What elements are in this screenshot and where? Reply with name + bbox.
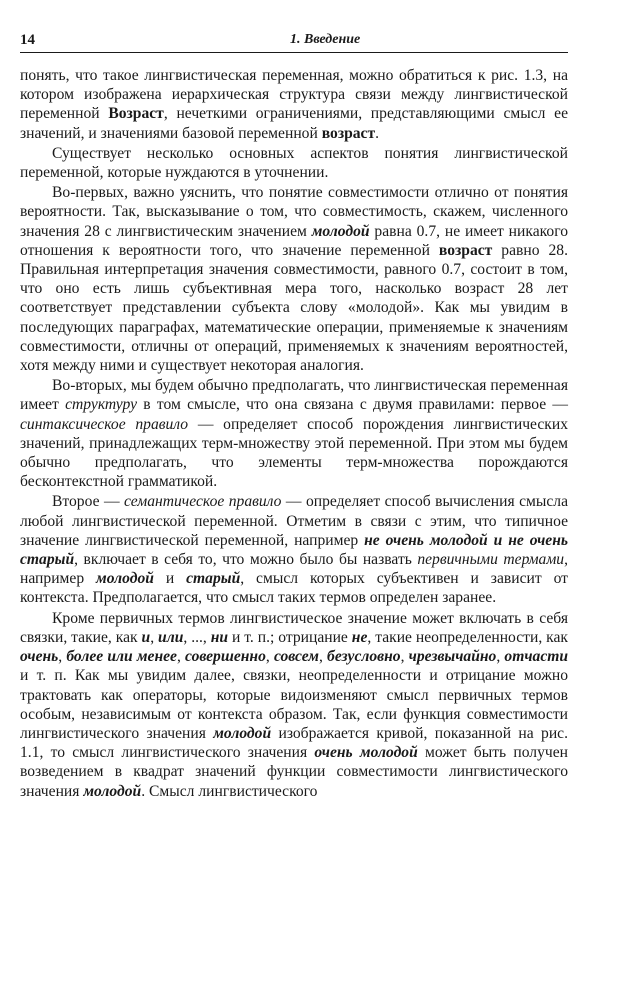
text-run: Второе — <box>52 493 124 511</box>
text-run: и т. п.; отрицание <box>228 628 352 646</box>
emphasized-term: первичными термами <box>417 551 565 569</box>
emphasized-term: возраст <box>321 124 376 142</box>
text-run: , включает в себя то, что можно было бы назвать <box>74 551 418 569</box>
emphasized-term: отчасти <box>504 648 569 666</box>
text-run: , <box>318 648 328 666</box>
text-run: и т. п. Как мы увидим далее, связки, неопределенности и отрицание можно трактовать как операторы, которые видоизменяют смысл первичных термов особым, независимым от контекста образом. Так, если функция совместимости лингвистического значения <box>20 667 568 742</box>
text-run: . Смысл лингвистического <box>141 782 318 800</box>
emphasized-term: совершенно <box>185 648 266 666</box>
paragraph <box>20 144 568 182</box>
body-text <box>20 66 568 801</box>
text-run: и <box>153 570 187 588</box>
text-run: , ..., <box>183 628 211 646</box>
page-header <box>20 30 568 53</box>
text-run: равна 0.7, не имеет никакого отношения к вероятности того, что значение переменной <box>20 222 568 259</box>
paragraph <box>20 376 568 491</box>
text-run: Кроме первичных термов лингвистическое значение может включать в себя связки, такие, как <box>20 609 568 646</box>
text-run: , смысл которых субъективен и зависит от контекста. Предполагается, что смысл таких термов определен заранее. <box>20 570 568 607</box>
text-run: изображается кривой, показанной на рис. 1.1, то смысл лингвистического значения <box>20 724 568 762</box>
paragraph <box>20 492 568 607</box>
text-run: Во-вторых, мы будем обычно предполагать, что лингвистическая переменная имеет <box>20 377 568 414</box>
text-run: . <box>375 124 380 142</box>
text-run: , <box>58 648 67 666</box>
text-run: , нечеткими ограничениями, представляющими смысл ее значений, и значениями базовой переменной <box>20 105 568 142</box>
emphasized-term: молодой <box>96 570 154 588</box>
emphasized-term: совсем <box>273 648 319 666</box>
emphasized-term: не <box>351 628 368 646</box>
emphasized-term: не очень молодой и не очень старый <box>20 531 568 569</box>
text-run: , <box>176 648 186 666</box>
emphasized-term: синтаксическое правило <box>20 415 189 433</box>
text-run: в том смысле, что она связана с двумя правилами: первое — <box>137 396 568 414</box>
text-run: , <box>265 648 274 666</box>
emphasized-term: старый <box>186 570 241 588</box>
emphasized-term: безусловно <box>327 648 401 666</box>
text-run: , <box>400 648 409 666</box>
emphasized-term: или <box>158 628 184 646</box>
running-head: 1. Введение <box>290 32 361 47</box>
text-run: может быть получен возведением в квадрат значений функции совместимости лингвистического значения <box>20 744 568 800</box>
paragraph <box>20 66 568 143</box>
emphasized-term: структуру <box>65 396 138 414</box>
emphasized-term: молодой <box>311 222 370 240</box>
emphasized-term: и <box>141 628 151 646</box>
emphasized-term: ни <box>210 628 229 646</box>
text-run: — определяет способ порождения лингвистических значений, принадлежащих терм-множеству этой переменной. При этом мы будем обычно предполагать, что элементы терм-множества порождаются бесконтекстной грамматикой. <box>20 415 568 491</box>
text-run: , <box>496 648 505 666</box>
text-run: , <box>150 628 159 646</box>
text-run: понять, что такое лингвистическая переменная, можно обратиться к рис. 1.3, на котором изображена иерархическая структура связи между лингвистической переменной <box>20 67 568 123</box>
text-run: — определяет способ вычисления смысла любой лингвистической переменной. Отметим в связи с этим, что типичное значение лингвистической переменной, например <box>20 493 569 549</box>
page-number: 14 <box>20 32 35 48</box>
emphasized-term: очень молодой <box>314 744 418 762</box>
emphasized-term: Возраст <box>108 105 164 123</box>
emphasized-term: семантическое правило <box>124 493 282 511</box>
emphasized-term: чрезвычайно <box>408 648 497 666</box>
paragraph <box>20 609 568 801</box>
emphasized-term: возраст <box>438 241 493 259</box>
text-run: Во-первых, важно уяснить, что понятие совместимости отлично от понятия вероятности. Так, высказывание о том, что совместимость, скажем, численного значения 28 с лингвистическим значением <box>20 184 568 240</box>
text-run: , например <box>20 551 568 588</box>
paragraph <box>20 183 568 375</box>
emphasized-term: молодой <box>83 782 142 800</box>
text-run: , такие неопределенности, как <box>367 628 568 646</box>
emphasized-term: более или менее <box>66 648 177 666</box>
text-run: равно 28. Правильная интерпретация значения совместимости, равного 0.7, состоит в том, что оно есть лишь субъективная мера того, насколько возраст 28 лет соответствует представлении субъекта слову «молодой». Как мы увидим в последующих параграфах, математические операции, применяемые к значениям совместимости, отличны от операций, применяемых к значениям вероятностей, хотя между ними и существует некоторая аналогия. <box>20 241 568 375</box>
emphasized-term: очень <box>20 648 59 666</box>
emphasized-term: молодой <box>213 724 272 742</box>
text-run: Существует несколько основных аспектов понятия лингвистической переменной, которые нуждаются в уточнении. <box>20 144 568 182</box>
